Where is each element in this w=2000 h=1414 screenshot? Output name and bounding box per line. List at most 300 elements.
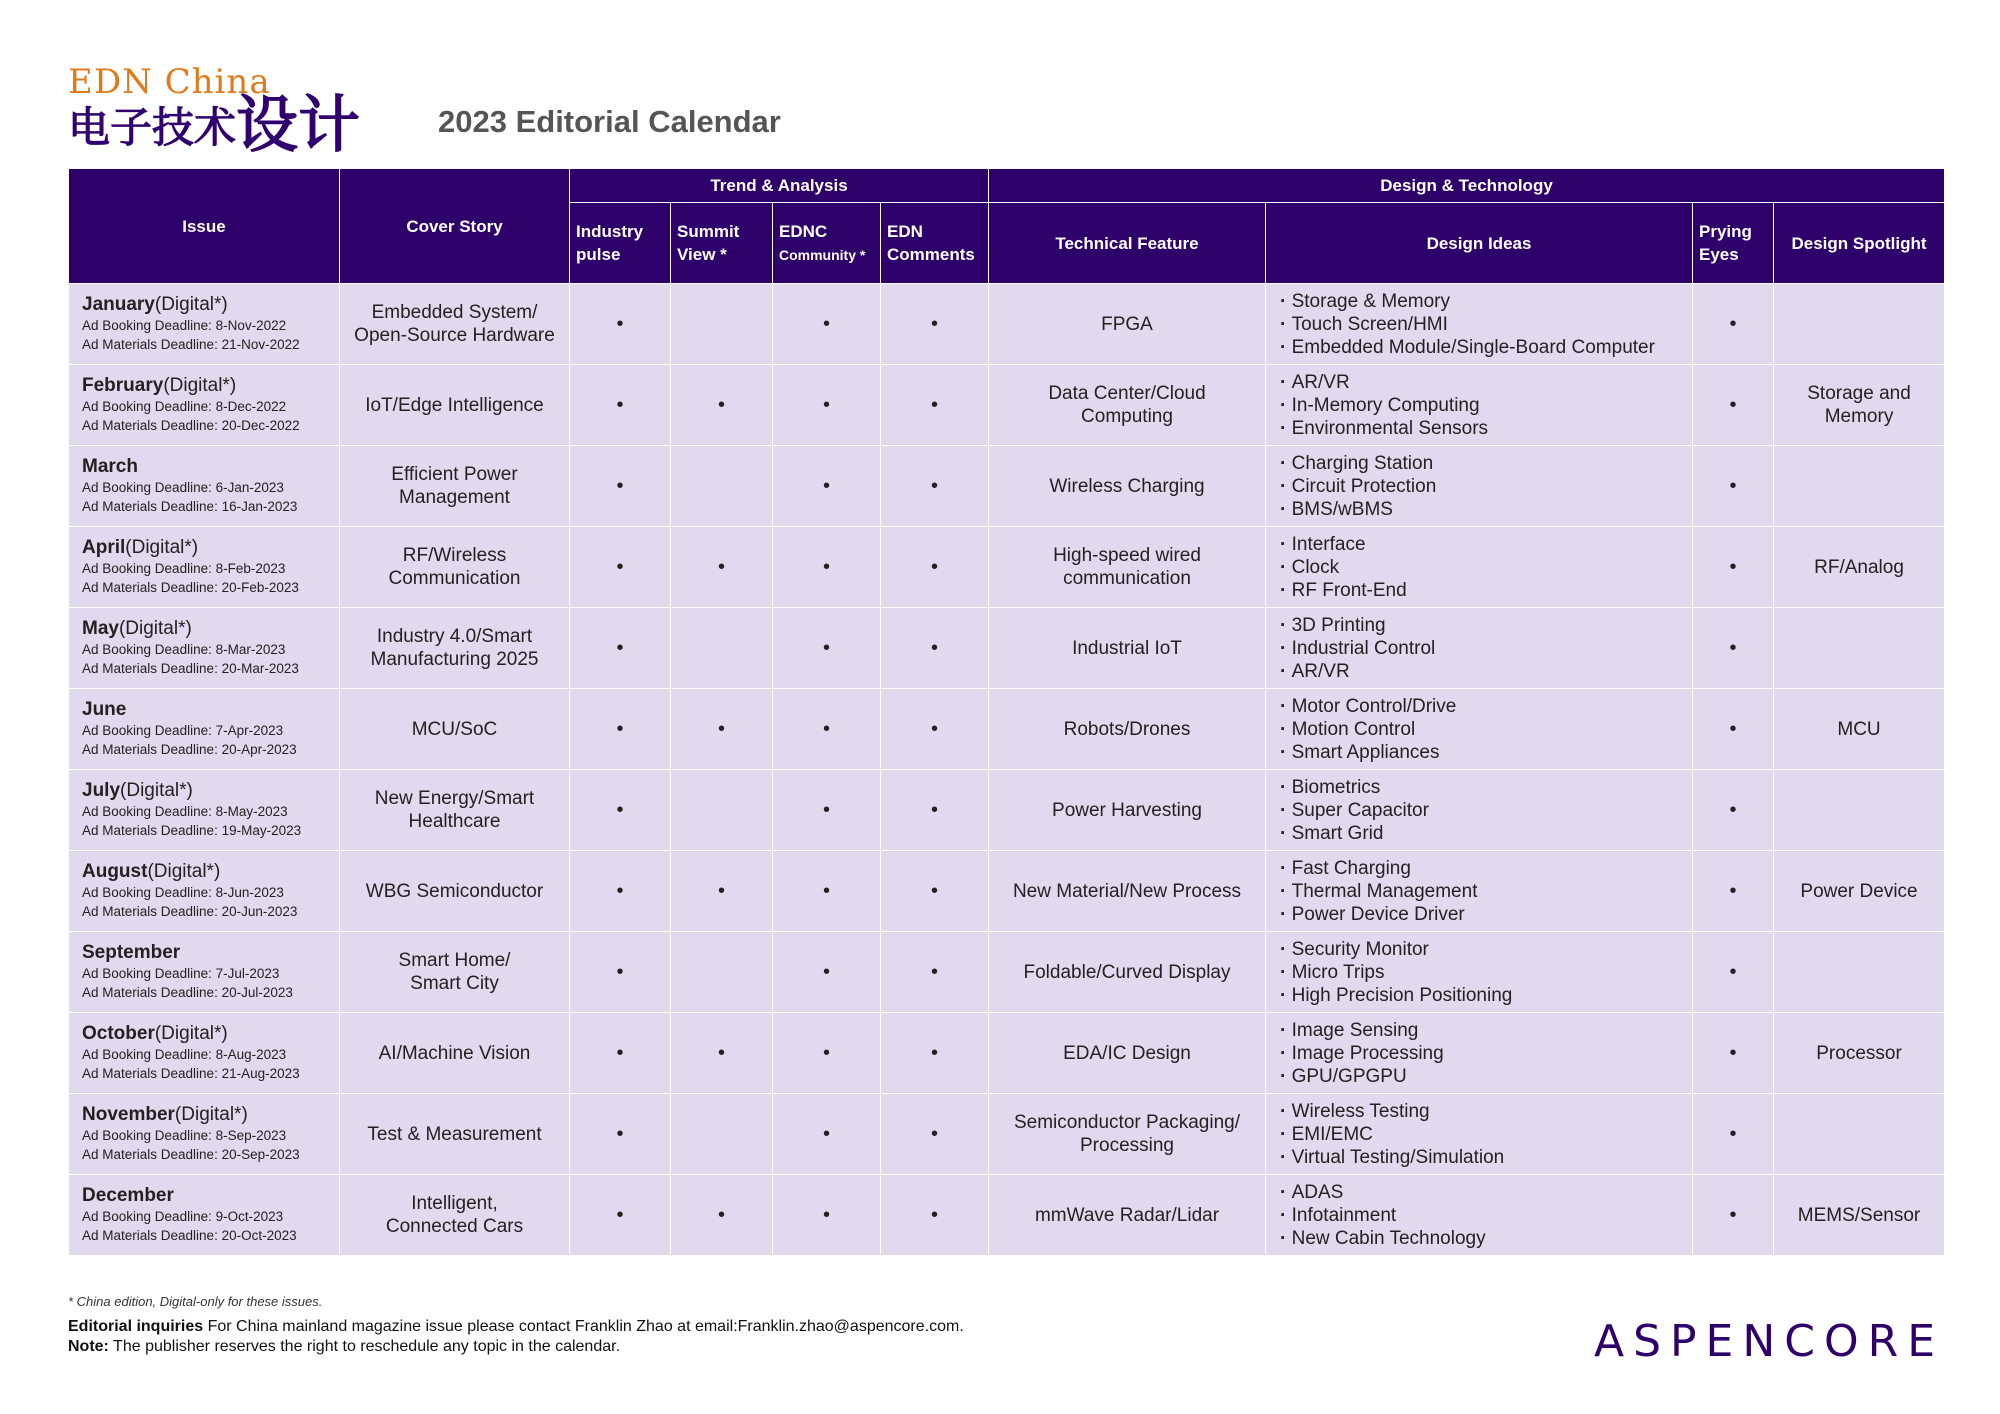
prying-eyes-mark: • [1729,879,1737,902]
technical-feature-cell [989,1013,1266,1094]
design-spotlight-cell [1774,365,1945,446]
industry-pulse-mark-cell [570,770,671,851]
issue-cell [69,446,340,527]
issue-cell [69,851,340,932]
ednc-community-mark: • [822,717,830,740]
month-name: June [82,699,127,720]
month-line [82,699,333,721]
industry-pulse-mark-cell [570,365,671,446]
month-line [82,618,333,640]
technical-feature-cell [989,932,1266,1013]
summit-view-mark-cell [671,365,773,446]
table-row [69,932,1945,1013]
design-idea-item: · Motor Control/Drive [1280,695,1686,718]
edn-comments-mark-cell [881,1094,989,1175]
edn-comments-mark: • [930,1203,938,1226]
technical-feature-cell [989,284,1266,365]
ednc-community-mark-cell [773,851,881,932]
design-ideas-list [1272,857,1686,926]
ednc-community-mark-cell [773,770,881,851]
industry-pulse-mark: • [616,1203,624,1226]
technical-feature-cell [989,365,1266,446]
col-header-ednc-community [773,203,881,284]
summit-view-mark-cell [671,284,773,365]
design-ideas-list [1272,1181,1686,1250]
col-header-industry-pulse [570,203,671,284]
col-header-issue: Issue [69,169,340,284]
design-idea-item: · Image Processing [1280,1042,1686,1065]
group-header-trend-analysis: Trend & Analysis [570,169,989,203]
digital-flag: (Digital*) [125,537,199,558]
prying-eyes-cell [1693,365,1774,446]
design-idea-item: · Touch Screen/HMI [1280,313,1686,336]
month-line [82,456,333,478]
edn-comments-mark-cell [881,608,989,689]
table-row [69,1175,1945,1256]
technical-feature-cell [989,1094,1266,1175]
industry-pulse-mark: • [616,474,624,497]
technical-feature-cell [989,851,1266,932]
ednc-community-mark: • [822,960,830,983]
cover-story-line: New Energy/Smart [374,788,535,809]
editorial-calendar-table [68,168,1945,1256]
prying-eyes-mark: • [1729,1203,1737,1226]
industry-pulse-mark-cell [570,608,671,689]
technical-feature-cell [989,1175,1266,1256]
edn-comments-mark-cell [881,932,989,1013]
summit-view-mark: • [717,879,725,902]
cover-story-line: Intelligent, [411,1193,498,1214]
technical-feature-line: Foldable/Curved Display [1023,961,1231,983]
industry-pulse-mark: • [616,798,624,821]
design-idea-item: · Virtual Testing/Simulation [1280,1146,1686,1169]
ad-booking-deadline: Ad Booking Deadline: 8-Feb-2023 [82,561,286,576]
prying-eyes-mark: • [1729,960,1737,983]
col-header-prying-line2: Eyes [1699,245,1739,264]
design-ideas-list [1272,533,1686,602]
design-idea-item: · Storage & Memory [1280,290,1686,313]
month-name: January [82,294,155,315]
design-ideas-cell [1266,689,1693,770]
ad-booking-deadline: Ad Booking Deadline: 8-May-2023 [82,804,288,819]
industry-pulse-mark: • [616,393,624,416]
industry-pulse-mark-cell [570,932,671,1013]
design-idea-item: · 3D Printing [1280,614,1686,637]
cover-story-line: RF/Wireless [402,545,507,566]
logo-chinese-small: 电子技术 [68,103,237,152]
design-idea-item: · Fast Charging [1280,857,1686,880]
edn-comments-mark: • [930,312,938,335]
month-name: April [82,537,126,558]
design-spotlight-line: Power Device [1800,880,1918,902]
digital-flag: (Digital*) [154,1023,228,1044]
industry-pulse-mark-cell [570,1175,671,1256]
ad-materials-deadline: Ad Materials Deadline: 16-Jan-2023 [82,499,298,514]
col-header-prying-line1: Prying [1699,222,1752,241]
col-header-summit-line1: Summit [677,222,740,241]
summit-view-mark-cell [671,932,773,1013]
summit-view-mark-cell [671,1094,773,1175]
design-ideas-cell [1266,1013,1693,1094]
design-ideas-cell [1266,1094,1693,1175]
issue-cell [69,527,340,608]
industry-pulse-mark: • [616,555,624,578]
design-ideas-list [1272,371,1686,440]
cover-story-line: Manufacturing 2025 [370,649,539,670]
design-spotlight-cell [1774,446,1945,527]
issue-cell [69,689,340,770]
design-idea-item: · RF Front-End [1280,579,1686,602]
design-ideas-list [1272,695,1686,764]
ednc-community-mark: • [822,312,830,335]
industry-pulse-mark-cell [570,1094,671,1175]
ednc-community-mark: • [822,636,830,659]
cover-story-line: Communication [388,568,521,589]
cover-story-cell [340,527,570,608]
prying-eyes-cell [1693,608,1774,689]
design-ideas-cell [1266,446,1693,527]
industry-pulse-mark: • [616,1122,624,1145]
technical-feature-line: Data Center/Cloud [1048,383,1206,404]
month-name: May [82,618,119,639]
design-spotlight-cell [1774,1013,1945,1094]
design-ideas-cell [1266,851,1693,932]
month-line [82,1185,333,1207]
ad-booking-deadline: Ad Booking Deadline: 8-Sep-2023 [82,1128,287,1143]
ad-booking-deadline: Ad Booking Deadline: 8-Jun-2023 [82,885,284,900]
ednc-community-mark: • [822,1203,830,1226]
issue-cell [69,770,340,851]
digital-flag: (Digital*) [120,780,193,801]
prying-eyes-mark: • [1729,636,1737,659]
digital-flag: (Digital*) [154,294,228,315]
design-ideas-list [1272,614,1686,683]
design-idea-item: · Charging Station [1280,452,1686,475]
technical-feature-line: FPGA [1101,313,1153,335]
table-row [69,1094,1945,1175]
ednc-community-mark-cell [773,1175,881,1256]
ad-booking-deadline: Ad Booking Deadline: 7-Apr-2023 [82,723,284,738]
ednc-community-mark: • [822,474,830,497]
technical-feature-line: New Material/New Process [1012,880,1242,902]
cover-story-cell [340,851,570,932]
design-idea-item: · Thermal Management [1280,880,1686,903]
month-line [82,537,333,559]
ednc-community-mark-cell [773,284,881,365]
col-header-ednc-line1: EDNC [779,221,828,241]
design-ideas-list [1272,290,1686,359]
cover-story-cell [340,1175,570,1256]
industry-pulse-mark-cell [570,527,671,608]
issue-cell [69,932,340,1013]
ad-booking-deadline: Ad Booking Deadline: 8-Dec-2022 [82,399,287,414]
industry-pulse-mark-cell [570,446,671,527]
technical-feature-cell [989,446,1266,527]
prying-eyes-mark: • [1729,798,1737,821]
design-ideas-list [1272,1019,1686,1088]
col-header-edn-comments [881,203,989,284]
prying-eyes-mark: • [1729,1122,1737,1145]
technical-feature-line: Processing [1080,1135,1174,1156]
technical-feature-cell [989,689,1266,770]
edn-comments-mark-cell [881,1175,989,1256]
ednc-community-mark: • [822,879,830,902]
cover-story-cell [340,284,570,365]
ad-booking-deadline: Ad Booking Deadline: 9-Oct-2023 [82,1209,284,1224]
table-row [69,284,1945,365]
design-idea-item: · Wireless Testing [1280,1100,1686,1123]
group-header-design-technology: Design & Technology [989,169,1945,203]
month-name: September [82,942,181,963]
month-line [82,1023,333,1045]
ednc-community-mark-cell [773,1013,881,1094]
page-title: 2023 Editorial Calendar [438,104,781,139]
technical-feature-cell [989,608,1266,689]
design-idea-item: · GPU/GPGPU [1280,1065,1686,1088]
design-idea-item: · Micro Trips [1280,961,1686,984]
cover-story-line: AI/Machine Vision [378,1042,531,1064]
design-idea-item: · AR/VR [1280,660,1686,683]
design-idea-item: · Clock [1280,556,1686,579]
col-header-prying-eyes [1693,203,1774,284]
table-header [69,169,1945,284]
table-row [69,527,1945,608]
logo-chinese-text [68,88,361,161]
summit-view-mark: • [717,555,725,578]
prying-eyes-cell [1693,1094,1774,1175]
edn-comments-mark-cell [881,851,989,932]
design-idea-item: · AR/VR [1280,371,1686,394]
cover-story-cell [340,1013,570,1094]
prying-eyes-cell [1693,689,1774,770]
design-idea-item: · Smart Appliances [1280,741,1686,764]
ednc-community-mark-cell [773,365,881,446]
edn-comments-mark: • [930,1041,938,1064]
col-header-design-ideas: Design Ideas [1266,203,1693,284]
month-name: December [82,1185,174,1206]
cover-story-line: WBG Semiconductor [365,880,544,902]
technical-feature-line: Computing [1081,406,1173,427]
industry-pulse-mark-cell [570,1013,671,1094]
ad-materials-deadline: Ad Materials Deadline: 20-Dec-2022 [82,418,300,433]
col-header-design-spotlight: Design Spotlight [1774,203,1945,284]
cover-story-line: Healthcare [408,811,501,832]
issue-cell [69,1013,340,1094]
design-spotlight-cell [1774,284,1945,365]
col-header-cover-story: Cover Story [340,169,570,284]
industry-pulse-mark: • [616,312,624,335]
inquiry-text: For China mainland magazine issue please contact Franklin Zhao at email:Franklin.zhao@aspencore.com. [203,1318,964,1335]
ednc-community-mark: • [822,798,830,821]
cover-story-line: Industry 4.0/Smart [376,626,533,647]
design-spotlight-cell [1774,851,1945,932]
edn-comments-mark-cell [881,1013,989,1094]
cover-story-line: Embedded System/ [371,302,538,323]
issue-cell [69,284,340,365]
industry-pulse-mark-cell [570,851,671,932]
ad-booking-deadline: Ad Booking Deadline: 6-Jan-2023 [82,480,284,495]
edn-comments-mark-cell [881,446,989,527]
design-idea-item: · Circuit Protection [1280,475,1686,498]
cover-story-line: Open-Source Hardware [354,325,555,346]
technical-feature-line: communication [1063,568,1191,589]
summit-view-mark: • [717,717,725,740]
industry-pulse-mark: • [616,717,624,740]
technical-feature-line: EDA/IC Design [1063,1042,1191,1064]
cover-story-cell [340,689,570,770]
month-name: February [82,375,164,396]
design-idea-item: · Super Capacitor [1280,799,1686,822]
ad-booking-deadline: Ad Booking Deadline: 8-Aug-2023 [82,1047,287,1062]
ad-booking-deadline: Ad Booking Deadline: 8-Mar-2023 [82,642,286,657]
technical-feature-line: Robots/Drones [1063,718,1191,740]
prying-eyes-mark: • [1729,393,1737,416]
summit-view-mark-cell [671,1013,773,1094]
design-spotlight-line: RF/Analog [1814,556,1904,578]
design-ideas-cell [1266,365,1693,446]
ad-booking-deadline: Ad Booking Deadline: 8-Nov-2022 [82,318,287,333]
col-header-summit-line2: View * [677,245,727,264]
technical-feature-line: Semiconductor Packaging/ [1013,1112,1240,1133]
summit-view-mark: • [717,393,725,416]
digital-footnote: * China edition, Digital-only for these issues. [68,1294,323,1309]
cover-story-cell [340,932,570,1013]
design-idea-item: · Image Sensing [1280,1019,1686,1042]
digital-flag: (Digital*) [118,618,192,639]
design-spotlight-cell [1774,770,1945,851]
prying-eyes-mark: • [1729,1041,1737,1064]
month-line [82,780,333,802]
table-body [69,284,1945,1256]
design-ideas-list [1272,452,1686,521]
digital-flag: (Digital*) [147,861,221,882]
summit-view-mark-cell [671,770,773,851]
technical-feature-line: mmWave Radar/Lidar [1034,1204,1220,1226]
design-ideas-cell [1266,932,1693,1013]
prying-eyes-cell [1693,1175,1774,1256]
design-idea-item: · New Cabin Technology [1280,1227,1686,1250]
month-name: November [82,1104,175,1125]
summit-view-mark-cell [671,527,773,608]
ad-materials-deadline: Ad Materials Deadline: 21-Nov-2022 [82,337,300,352]
industry-pulse-mark-cell [570,689,671,770]
month-name: July [82,780,121,801]
cover-story-line: MCU/SoC [411,718,498,740]
technical-feature-cell [989,770,1266,851]
summit-view-mark-cell [671,1175,773,1256]
note-label: Note: [68,1338,109,1355]
prying-eyes-cell [1693,1013,1774,1094]
design-idea-item: · Interface [1280,533,1686,556]
edn-comments-mark: • [930,717,938,740]
ednc-community-mark-cell [773,527,881,608]
edn-comments-mark-cell [881,365,989,446]
col-header-comments-line2: Comments [887,245,975,264]
issue-cell [69,1094,340,1175]
design-idea-item: · Biometrics [1280,776,1686,799]
ednc-community-mark-cell [773,1094,881,1175]
month-name: March [82,456,138,477]
cover-story-cell [340,1094,570,1175]
industry-pulse-mark-cell [570,284,671,365]
summit-view-mark: • [717,1203,725,1226]
edn-comments-mark-cell [881,770,989,851]
table-row [69,446,1945,527]
design-spotlight-cell [1774,1094,1945,1175]
cover-story-line: Test & Measurement [367,1123,542,1145]
design-idea-item: · ADAS [1280,1181,1686,1204]
edn-comments-mark: • [930,474,938,497]
industry-pulse-mark: • [616,636,624,659]
design-spotlight-cell [1774,527,1945,608]
industry-pulse-mark: • [616,960,624,983]
cover-story-cell [340,446,570,527]
issue-cell [69,365,340,446]
summit-view-mark-cell [671,689,773,770]
design-idea-item: · EMI/EMC [1280,1123,1686,1146]
inquiry-label: Editorial inquiries [68,1318,204,1335]
industry-pulse-mark: • [616,1041,624,1064]
technical-feature-line: Power Harvesting [1052,799,1202,821]
month-line [82,942,333,964]
publisher-note [68,1338,620,1356]
design-spotlight-line: MCU [1837,718,1881,740]
edn-comments-mark: • [930,555,938,578]
aspencore-logo: ASPENCORE [1593,1316,1944,1367]
design-spotlight-cell [1774,689,1945,770]
editorial-inquiries [68,1318,964,1336]
design-idea-item: · High Precision Positioning [1280,984,1686,1007]
design-ideas-cell [1266,1175,1693,1256]
ad-materials-deadline: Ad Materials Deadline: 19-May-2023 [82,823,302,838]
prying-eyes-cell [1693,770,1774,851]
prying-eyes-cell [1693,851,1774,932]
design-ideas-list [1272,938,1686,1007]
design-idea-item: · Power Device Driver [1280,903,1686,926]
prying-eyes-mark: • [1729,555,1737,578]
cover-story-cell [340,770,570,851]
col-header-industry-line2: pulse [576,245,621,264]
ad-materials-deadline: Ad Materials Deadline: 20-Jul-2023 [82,985,293,1000]
design-spotlight-line: Storage and [1807,383,1911,404]
ednc-community-mark: • [822,1122,830,1145]
edn-comments-mark: • [930,798,938,821]
prying-eyes-mark: • [1729,717,1737,740]
month-line [82,375,333,397]
ednc-community-mark: • [822,393,830,416]
cover-story-line: Connected Cars [385,1216,524,1237]
edn-comments-mark: • [930,636,938,659]
design-idea-item: · Embedded Module/Single-Board Computer [1280,336,1686,359]
prying-eyes-cell [1693,446,1774,527]
table-row [69,608,1945,689]
edn-comments-mark-cell [881,689,989,770]
ednc-community-mark-cell [773,689,881,770]
header-group-row [69,169,1945,203]
ednc-community-mark: • [822,1041,830,1064]
note-text: The publisher reserves the right to reschedule any topic in the calendar. [108,1338,621,1355]
summit-view-mark-cell [671,446,773,527]
design-ideas-list [1272,776,1686,845]
col-header-ednc-line2: Community * [779,246,866,263]
design-spotlight-line: Memory [1824,406,1894,427]
prying-eyes-mark: • [1729,474,1737,497]
table-row [69,365,1945,446]
issue-cell [69,1175,340,1256]
cover-story-line: Efficient Power [391,464,518,485]
cover-story-line: Management [399,487,510,508]
col-header-comments-line1: EDN [887,222,923,241]
